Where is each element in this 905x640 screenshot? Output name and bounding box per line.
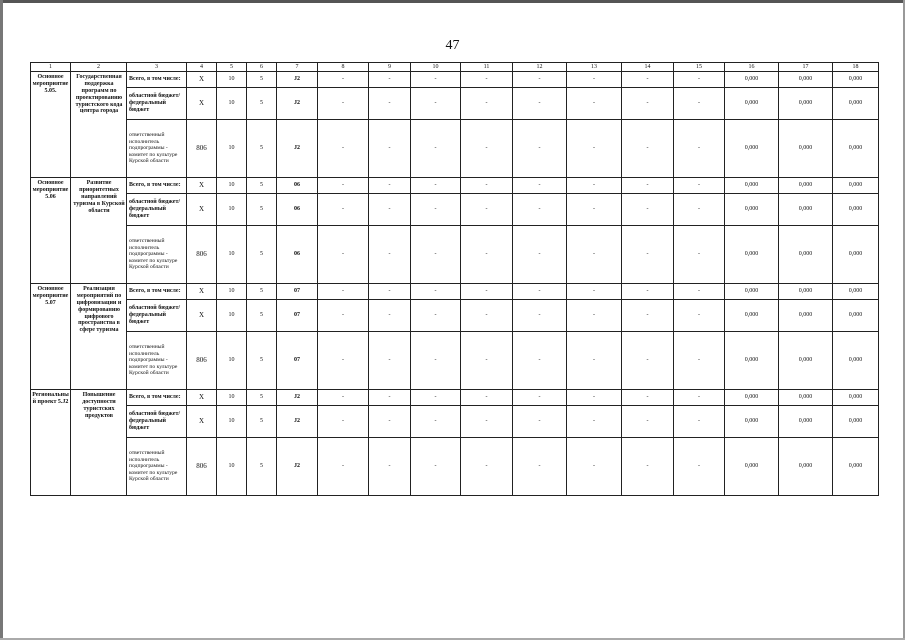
amount-cell: 0,000: [779, 88, 833, 120]
header-cell: 18: [833, 63, 879, 72]
header-cell: 2: [71, 63, 127, 72]
code-cell: 06: [277, 178, 318, 194]
code-cell: J2: [277, 88, 318, 120]
amount-cell: 0,000: [779, 120, 833, 178]
activity-code-cell: Основное мероприятие 5.06: [31, 178, 71, 284]
activity-name-cell: Реализация мероприятий по цифровизации и формированию цифрового пространства в сфере туризма: [71, 284, 127, 390]
amount-cell: 0,000: [833, 284, 879, 300]
amount-cell: 0,000: [779, 284, 833, 300]
value-cell: -: [674, 120, 725, 178]
code-cell: 5: [247, 72, 277, 88]
value-cell: -: [411, 300, 461, 332]
funding-source-cell: ответственный исполнитель подпрограммы - комитет по культуре Курской области: [127, 438, 187, 496]
code-cell: 5: [247, 390, 277, 406]
value-cell: -: [674, 194, 725, 226]
code-cell: 10: [217, 332, 247, 390]
funding-source-cell: областной бюджет/ федеральный бюджет: [127, 194, 187, 226]
table-row: [31, 332, 879, 390]
value-cell: -: [567, 406, 622, 438]
value-cell: -: [411, 438, 461, 496]
header-cell: 16: [725, 63, 779, 72]
table-row: [31, 178, 879, 194]
funding-source-cell: Всего, в том числе:: [127, 284, 187, 300]
value-cell: -: [567, 332, 622, 390]
amount-cell: 0,000: [833, 390, 879, 406]
funding-source-cell: областной бюджет/ федеральный бюджет: [127, 88, 187, 120]
value-cell: -: [674, 300, 725, 332]
value-cell: -: [461, 332, 513, 390]
value-cell: -: [513, 438, 567, 496]
value-cell: -: [674, 438, 725, 496]
amount-cell: 0,000: [833, 226, 879, 284]
value-cell: -: [567, 390, 622, 406]
value-cell: -: [513, 300, 567, 332]
value-cell: -: [411, 226, 461, 284]
code-cell: 06: [277, 226, 318, 284]
amount-cell: 0,000: [779, 178, 833, 194]
header-cell: 17: [779, 63, 833, 72]
value-cell: -: [513, 72, 567, 88]
code-cell: 5: [247, 284, 277, 300]
value-cell: -: [674, 390, 725, 406]
value-cell: -: [461, 390, 513, 406]
header-cell: 10: [411, 63, 461, 72]
code-cell: 806: [187, 120, 217, 178]
header-cell: 15: [674, 63, 725, 72]
amount-cell: 0,000: [725, 88, 779, 120]
funding-source-cell: Всего, в том числе:: [127, 178, 187, 194]
header-cell: 9: [369, 63, 411, 72]
value-cell: -: [674, 406, 725, 438]
table-row: [31, 300, 879, 332]
amount-cell: 0,000: [833, 194, 879, 226]
code-cell: 806: [187, 226, 217, 284]
value-cell: -: [369, 438, 411, 496]
amount-cell: 0,000: [725, 226, 779, 284]
amount-cell: 0,000: [779, 438, 833, 496]
value-cell: -: [513, 332, 567, 390]
value-cell: -: [513, 178, 567, 194]
value-cell: -: [567, 226, 622, 284]
header-cell: 7: [277, 63, 318, 72]
value-cell: -: [369, 406, 411, 438]
value-cell: -: [318, 332, 369, 390]
header-cell: 5: [217, 63, 247, 72]
amount-cell: 0,000: [833, 120, 879, 178]
value-cell: -: [369, 120, 411, 178]
value-cell: -: [513, 390, 567, 406]
value-cell: -: [369, 300, 411, 332]
value-cell: -: [567, 438, 622, 496]
code-cell: 10: [217, 72, 247, 88]
value-cell: -: [369, 332, 411, 390]
code-cell: 10: [217, 300, 247, 332]
value-cell: -: [369, 88, 411, 120]
value-cell: -: [461, 178, 513, 194]
amount-cell: 0,000: [833, 332, 879, 390]
funding-source-cell: ответственный исполнитель подпрограммы - комитет по культуре Курской области: [127, 226, 187, 284]
table-row: [31, 88, 879, 120]
code-cell: 07: [277, 284, 318, 300]
value-cell: -: [622, 178, 674, 194]
code-cell: 07: [277, 332, 318, 390]
value-cell: -: [411, 332, 461, 390]
code-cell: 5: [247, 226, 277, 284]
code-cell: 5: [247, 88, 277, 120]
value-cell: -: [461, 226, 513, 284]
code-cell: J2: [277, 390, 318, 406]
value-cell: -: [369, 194, 411, 226]
code-cell: 06: [277, 194, 318, 226]
value-cell: -: [318, 88, 369, 120]
code-cell: J2: [277, 72, 318, 88]
code-cell: 5: [247, 406, 277, 438]
amount-cell: 0,000: [833, 72, 879, 88]
value-cell: -: [674, 72, 725, 88]
value-cell: -: [461, 406, 513, 438]
header-row: [31, 63, 879, 72]
value-cell: -: [369, 178, 411, 194]
table-row: [31, 120, 879, 178]
activity-code-cell: Основное мероприятие 5.05.: [31, 72, 71, 178]
value-cell: -: [567, 284, 622, 300]
value-cell: -: [622, 72, 674, 88]
code-cell: 10: [217, 88, 247, 120]
amount-cell: 0,000: [725, 178, 779, 194]
value-cell: -: [513, 406, 567, 438]
funding-source-cell: областной бюджет/ федеральный бюджет: [127, 300, 187, 332]
amount-cell: 0,000: [725, 406, 779, 438]
code-cell: X: [187, 300, 217, 332]
code-cell: 5: [247, 194, 277, 226]
value-cell: -: [622, 226, 674, 284]
funding-source-cell: Всего, в том числе:: [127, 390, 187, 406]
value-cell: -: [461, 300, 513, 332]
code-cell: 5: [247, 178, 277, 194]
value-cell: -: [411, 406, 461, 438]
scan-edge-left: [0, 0, 3, 640]
activity-name-cell: Повышение доступности туристских продуктов: [71, 390, 127, 496]
value-cell: -: [369, 284, 411, 300]
amount-cell: 0,000: [725, 194, 779, 226]
code-cell: X: [187, 178, 217, 194]
header-cell: 4: [187, 63, 217, 72]
amount-cell: 0,000: [833, 406, 879, 438]
value-cell: -: [461, 194, 513, 226]
code-cell: J2: [277, 120, 318, 178]
code-cell: 5: [247, 300, 277, 332]
value-cell: -: [318, 120, 369, 178]
value-cell: -: [461, 88, 513, 120]
code-cell: 07: [277, 300, 318, 332]
value-cell: -: [461, 72, 513, 88]
funding-source-cell: областной бюджет/ федеральный бюджет: [127, 406, 187, 438]
value-cell: -: [674, 88, 725, 120]
value-cell: -: [513, 120, 567, 178]
code-cell: J2: [277, 438, 318, 496]
code-cell: X: [187, 72, 217, 88]
code-cell: X: [187, 88, 217, 120]
table-row: [31, 406, 879, 438]
code-cell: 806: [187, 438, 217, 496]
code-cell: 10: [217, 178, 247, 194]
value-cell: -: [411, 390, 461, 406]
header-cell: 13: [567, 63, 622, 72]
value-cell: -: [411, 194, 461, 226]
value-cell: -: [318, 406, 369, 438]
value-cell: -: [622, 390, 674, 406]
table-row: [31, 72, 879, 88]
value-cell: -: [411, 120, 461, 178]
amount-cell: 0,000: [779, 406, 833, 438]
value-cell: -: [411, 284, 461, 300]
table-row: [31, 284, 879, 300]
value-cell: -: [513, 194, 567, 226]
amount-cell: 0,000: [779, 332, 833, 390]
value-cell: -: [461, 284, 513, 300]
code-cell: 5: [247, 332, 277, 390]
code-cell: 10: [217, 120, 247, 178]
value-cell: -: [513, 284, 567, 300]
amount-cell: 0,000: [725, 120, 779, 178]
funding-source-cell: Всего, в том числе:: [127, 72, 187, 88]
amount-cell: 0,000: [779, 194, 833, 226]
value-cell: -: [318, 72, 369, 88]
code-cell: 10: [217, 226, 247, 284]
value-cell: -: [369, 72, 411, 88]
activity-name-cell: Развитие приоритетных направлений туризма в Курской области: [71, 178, 127, 284]
amount-cell: 0,000: [725, 438, 779, 496]
value-cell: -: [622, 120, 674, 178]
budget-table: [30, 62, 879, 496]
value-cell: -: [622, 300, 674, 332]
amount-cell: 0,000: [725, 390, 779, 406]
header-cell: 14: [622, 63, 674, 72]
value-cell: -: [567, 72, 622, 88]
value-cell: -: [674, 226, 725, 284]
code-cell: 5: [247, 120, 277, 178]
value-cell: -: [411, 88, 461, 120]
table-row: [31, 438, 879, 496]
value-cell: -: [318, 284, 369, 300]
funding-source-cell: ответственный исполнитель подпрограммы - комитет по культуре Курской области: [127, 120, 187, 178]
header-cell: 12: [513, 63, 567, 72]
value-cell: -: [318, 438, 369, 496]
value-cell: -: [461, 120, 513, 178]
amount-cell: 0,000: [779, 72, 833, 88]
amount-cell: 0,000: [833, 438, 879, 496]
code-cell: X: [187, 284, 217, 300]
value-cell: -: [369, 390, 411, 406]
table-row: [31, 226, 879, 284]
scan-edge-top: [0, 0, 905, 3]
value-cell: -: [567, 88, 622, 120]
value-cell: -: [567, 178, 622, 194]
page-number: 47: [445, 38, 460, 53]
value-cell: -: [318, 178, 369, 194]
code-cell: 10: [217, 390, 247, 406]
value-cell: -: [622, 332, 674, 390]
value-cell: -: [674, 284, 725, 300]
code-cell: 5: [247, 438, 277, 496]
value-cell: -: [411, 72, 461, 88]
funding-source-cell: ответственный исполнитель подпрограммы - комитет по культуре Курской области: [127, 332, 187, 390]
code-cell: X: [187, 390, 217, 406]
amount-cell: 0,000: [779, 300, 833, 332]
value-cell: -: [318, 194, 369, 226]
code-cell: X: [187, 194, 217, 226]
value-cell: -: [318, 226, 369, 284]
value-cell: -: [411, 178, 461, 194]
value-cell: -: [318, 390, 369, 406]
header-cell: 8: [318, 63, 369, 72]
value-cell: -: [513, 88, 567, 120]
value-cell: -: [318, 300, 369, 332]
header-cell: 1: [31, 63, 71, 72]
code-cell: X: [187, 406, 217, 438]
value-cell: -: [622, 438, 674, 496]
value-cell: -: [622, 88, 674, 120]
value-cell: -: [513, 226, 567, 284]
amount-cell: 0,000: [833, 88, 879, 120]
value-cell: -: [567, 300, 622, 332]
activity-name-cell: Государственная поддержка программ по проектированию туристского кода центра города: [71, 72, 127, 178]
table-row: [31, 194, 879, 226]
code-cell: 10: [217, 406, 247, 438]
activity-code-cell: Основное мероприятие 5.07: [31, 284, 71, 390]
code-cell: 806: [187, 332, 217, 390]
header-cell: 11: [461, 63, 513, 72]
code-cell: J2: [277, 406, 318, 438]
value-cell: -: [369, 226, 411, 284]
amount-cell: 0,000: [779, 390, 833, 406]
code-cell: 10: [217, 284, 247, 300]
header-cell: 6: [247, 63, 277, 72]
amount-cell: 0,000: [779, 226, 833, 284]
code-cell: 10: [217, 194, 247, 226]
value-cell: -: [461, 438, 513, 496]
amount-cell: 0,000: [833, 178, 879, 194]
value-cell: -: [622, 194, 674, 226]
value-cell: -: [567, 120, 622, 178]
amount-cell: 0,000: [725, 284, 779, 300]
value-cell: -: [567, 194, 622, 226]
amount-cell: 0,000: [833, 300, 879, 332]
table-row: [31, 390, 879, 406]
code-cell: 10: [217, 438, 247, 496]
activity-code-cell: Региональный проект 5.J2: [31, 390, 71, 496]
header-cell: 3: [127, 63, 187, 72]
amount-cell: 0,000: [725, 300, 779, 332]
value-cell: -: [674, 332, 725, 390]
amount-cell: 0,000: [725, 332, 779, 390]
amount-cell: 0,000: [725, 72, 779, 88]
value-cell: -: [622, 406, 674, 438]
value-cell: -: [622, 284, 674, 300]
value-cell: -: [674, 178, 725, 194]
